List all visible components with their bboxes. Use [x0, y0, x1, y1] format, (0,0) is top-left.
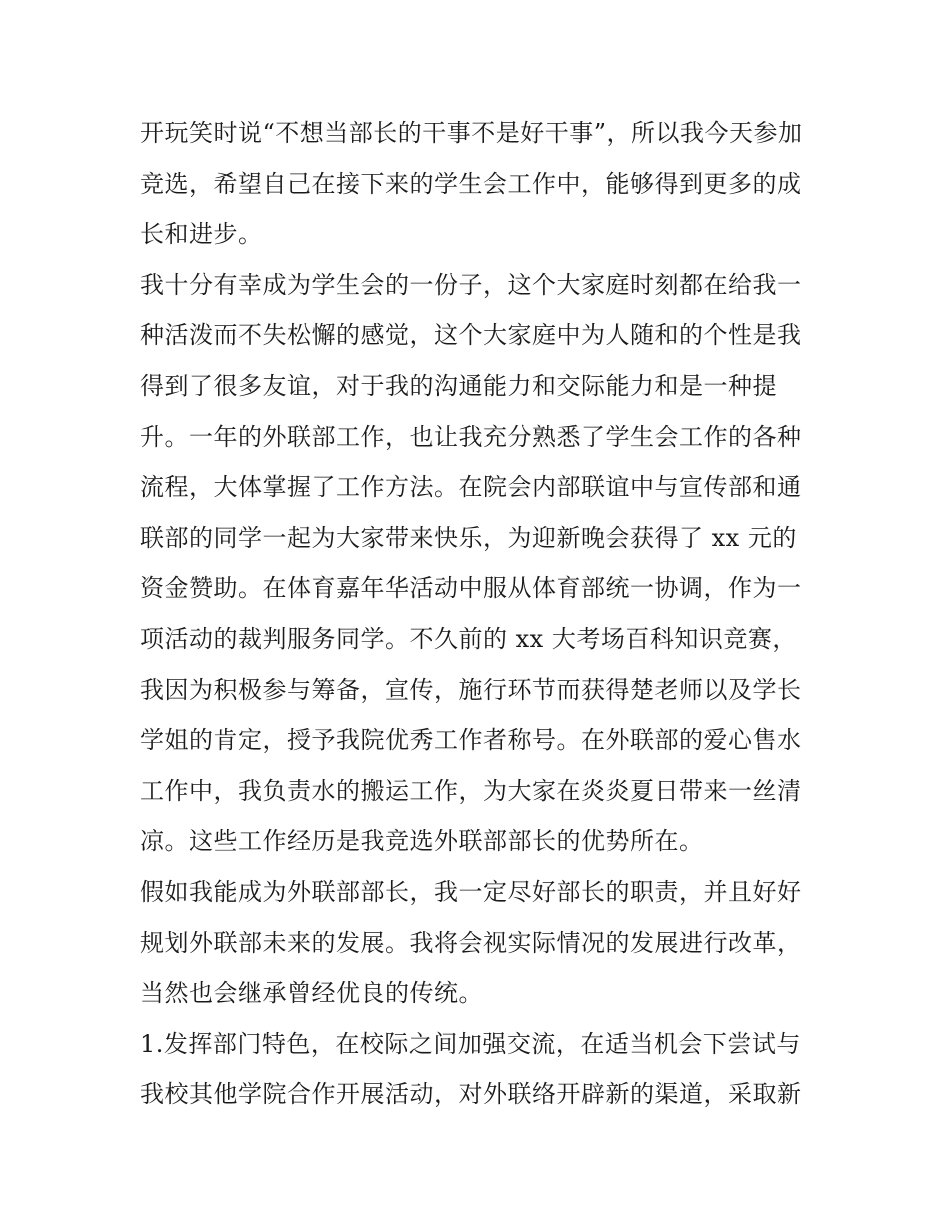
text-line: 我因为积极参与筹备，宣传，施行环节而获得楚老师以及学长 [140, 675, 802, 704]
text-line: 当然也会继承曾经优良的传统。 [140, 979, 483, 1008]
text-line: 规划外联部未来的发展。我将会视实际情况的发展进行改革， [140, 928, 802, 957]
text-line: 种活泼而不失松懈的感觉，这个大家庭中为人随和的个性是我 [140, 321, 802, 350]
text-line: 升。一年的外联部工作，也让我充分熟悉了学生会工作的各种 [140, 422, 802, 451]
text-line: 竞选，希望自己在接下来的学生会工作中，能够得到更多的成 [140, 169, 802, 198]
text-line: 我十分有幸成为学生会的一份子，这个大家庭时刻都在给我一 [140, 270, 802, 299]
text-line: 凉。这些工作经历是我竞选外联部部长的优势所在。 [140, 827, 704, 856]
text-line: 学姐的肯定，授予我院优秀工作者称号。在外联部的爱心售水 [140, 726, 802, 755]
text-line: 资金赞助。在体育嘉年华活动中服从体育部统一协调，作为一 [140, 574, 802, 603]
text-line: 工作中，我负责水的搬运工作，为大家在炎炎夏日带来一丝清 [140, 776, 802, 805]
text-line: 1.发挥部门特色，在校际之间加强交流，在适当机会下尝试与 [140, 1029, 801, 1058]
document-body [140, 108, 820, 1120]
text-line: 项活动的裁判服务同学。不久前的 xx 大考场百科知识竞赛， [140, 624, 797, 653]
text-line: 开玩笑时说“不想当部长的干事不是好干事”，所以我今天参加 [140, 119, 803, 147]
text-line: 我校其他学院合作开展活动，对外联络开辟新的渠道，采取新 [140, 1080, 802, 1109]
text-line: 流程，大体掌握了工作方法。在院会内部联谊中与宣传部和通 [140, 473, 802, 502]
text-line: 假如我能成为外联部部长，我一定尽好部长的职责，并且好好 [140, 877, 802, 906]
text-line: 长和进步。 [140, 220, 263, 249]
text-line: 得到了很多友谊，对于我的沟通能力和交际能力和是一种提 [140, 371, 777, 400]
text-line: 联部的同学一起为大家带来快乐，为迎新晚会获得了 xx 元的 [140, 523, 797, 552]
